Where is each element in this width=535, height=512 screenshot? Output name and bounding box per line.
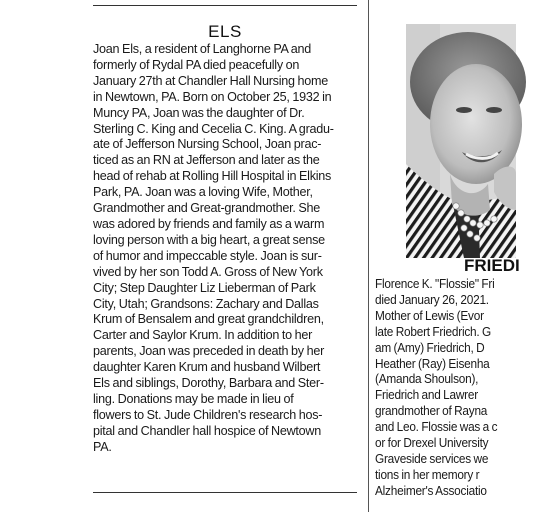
obituary-line: Florence K. "Flossie" Fri [375, 277, 495, 291]
obituary-body [93, 42, 357, 456]
obituary-line: late Robert Friedrich. G [375, 324, 491, 339]
obituary-line: daughter Karen Krum and husband Wilbert [93, 360, 321, 375]
obituary-line: parents, Joan was preceded in death by her [93, 344, 325, 359]
obituary-line: ticed as an RN at Jefferson and later as the [93, 153, 320, 168]
obituary-line: Joan Els, a resident of Langhorne PA and [93, 42, 312, 56]
obituary-line: (Amanda Shoulson), [375, 372, 479, 387]
obituary-line: pital and Chandler hall hospice of Newtown [93, 423, 322, 438]
obituary-line: City, Utah; Grandsons: Zachary and Dallas [93, 296, 319, 311]
obituary-heading: FRIEDI [464, 256, 520, 275]
obituary-line: Alzheimer's Associatio [375, 483, 487, 498]
portrait-photo [406, 24, 516, 258]
obituary-line: Graveside services we [375, 451, 489, 466]
obituary-line: Friedrich and Lawrer [375, 388, 478, 403]
obituary-line: or for Drexel University [375, 436, 489, 451]
obituary-line: Carter and Saylor Krum. In addition to her [93, 328, 313, 343]
obituary-line: ate of Jefferson Nursing School, Joan prac- [93, 137, 322, 152]
obituary-els [93, 0, 357, 512]
obituary-line: formerly of Rydal PA died peacefully on [93, 57, 300, 72]
obituary-line: and Leo. Flossie was a c [375, 420, 498, 435]
obituary-line: grandmother of Rayna [375, 404, 488, 419]
obituary-line: January 27th at Chandler Hall Nursing home [93, 73, 329, 88]
obituary-line: Sterling C. King and Cecelia C. King. A gradu- [93, 121, 334, 136]
obituary-line: head of rehab at Rolling Hill Hospital in Elkins [93, 169, 332, 184]
obituary-line: ling. Donations may be made in lieu of [93, 391, 294, 406]
obituary-line: Mother of Lewis (Evor [375, 308, 484, 323]
obituary-line: PA. [93, 439, 112, 454]
obituary-line: died January 26, 2021. [375, 292, 489, 307]
obituary-line: City; Step Daughter Liz Lieberman of Park [93, 280, 316, 295]
obituary-line: Grandmother and Great-grandmother. She [93, 201, 321, 216]
obituary-line: loving person with a big heart, a great sense [93, 232, 325, 247]
obituary-line: Muncy PA, Joan was the daughter of Dr. [93, 105, 305, 120]
obituary-heading: ELS [208, 22, 242, 41]
obituary-line: Heather (Ray) Eisenha [375, 356, 490, 371]
obituary-line: Krum of Bensalem and great grandchildren, [93, 312, 324, 327]
obituary-body [375, 277, 535, 500]
obituary-line: tions in her memory r [375, 467, 480, 482]
obituary-line: Els and siblings, Dorothy, Barbara and Ster- [93, 376, 324, 391]
obituary-line: was adored by friends and family as a warm [93, 216, 325, 231]
obituary-line: am (Amy) Friedrich, D [375, 340, 485, 355]
obituary-friedrich [372, 0, 520, 512]
portrait-photo-image [406, 24, 516, 258]
column-divider [368, 0, 369, 512]
obituary-line: vived by her son Todd A. Gross of New York [93, 264, 323, 279]
obituary-line: flowers to St. Jude Children's research hos- [93, 407, 323, 422]
obituary-line: of humor and impeccable style. Joan is sur- [93, 248, 322, 263]
obituary-line: Park, PA. Joan was a loving Wife, Mother, [93, 185, 313, 200]
obituary-line: in Newtown, PA. Born on October 25, 1932 in [93, 89, 332, 104]
